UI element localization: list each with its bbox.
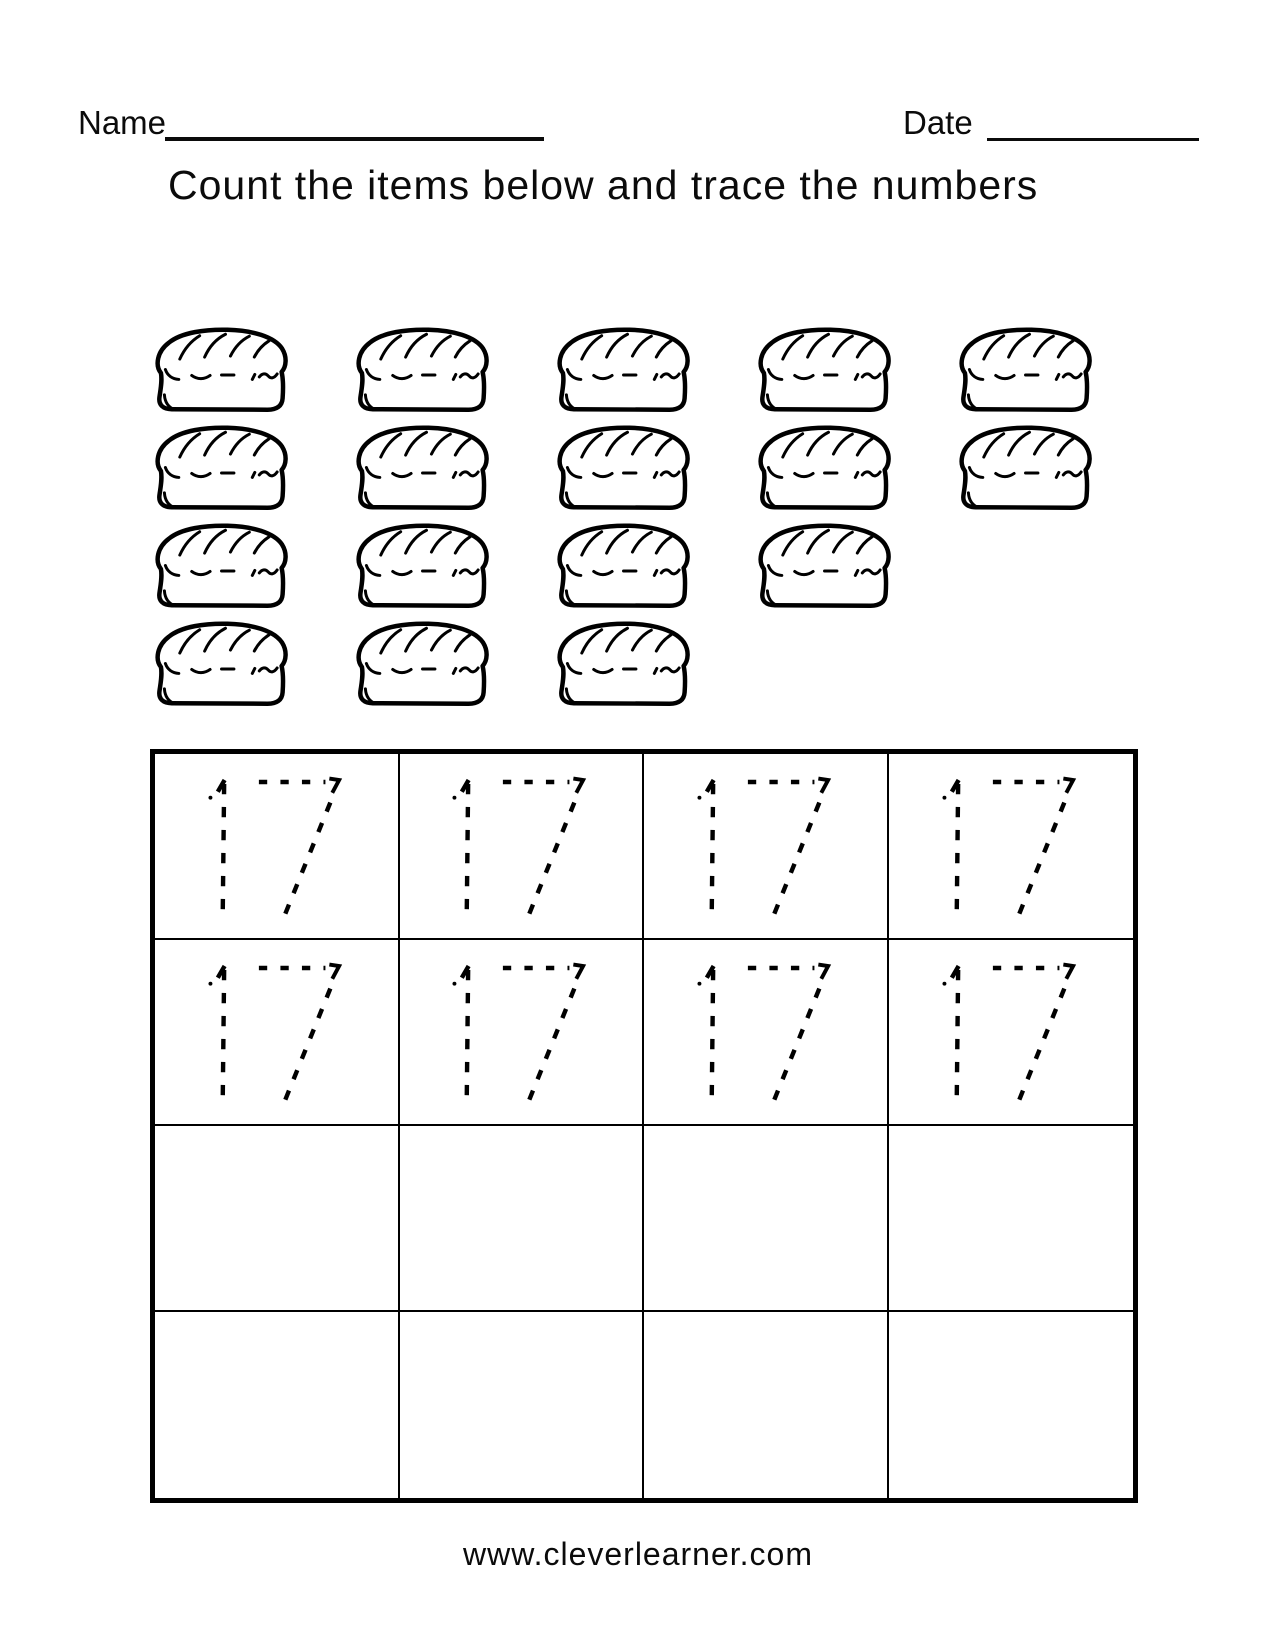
trace-start-dot	[943, 796, 947, 800]
bread-area	[150, 325, 1103, 717]
trace-start-dot	[453, 982, 457, 986]
name-input-line[interactable]	[165, 137, 544, 141]
footer-website-text: www.cleverlearner.com	[463, 1536, 813, 1572]
bread-row	[150, 423, 1103, 511]
name-label: Name	[78, 104, 167, 141]
bread-row	[150, 619, 1103, 707]
bread-loaf-icon	[552, 423, 701, 511]
trace-cell-with-number[interactable]	[400, 940, 645, 1126]
trace-cell-with-number[interactable]	[889, 940, 1134, 1126]
trace-cell-empty[interactable]	[889, 1126, 1134, 1312]
traced-number-17	[452, 776, 589, 925]
trace-cell-empty[interactable]	[644, 1126, 889, 1312]
trace-cell-with-number[interactable]	[644, 940, 889, 1126]
trace-start-dot	[453, 796, 457, 800]
bread-loaf-icon	[552, 521, 701, 609]
traced-number-17	[697, 776, 834, 925]
bread-loaf-icon	[351, 521, 500, 609]
bread-row	[150, 521, 1103, 609]
bread-row	[150, 325, 1103, 413]
bread-loaf-icon	[753, 423, 902, 511]
bread-loaf-icon	[552, 619, 701, 707]
trace-start-dot	[208, 982, 212, 986]
bread-loaf-icon	[150, 325, 299, 413]
traced-number-17	[208, 962, 345, 1111]
trace-cell-with-number[interactable]	[155, 754, 400, 940]
bread-loaf-icon	[954, 423, 1103, 511]
bread-loaf-icon	[552, 325, 701, 413]
trace-cell-empty[interactable]	[889, 1312, 1134, 1498]
bread-loaf-icon	[753, 521, 902, 609]
trace-cell-with-number[interactable]	[889, 754, 1134, 940]
bread-loaf-icon	[150, 619, 299, 707]
bread-loaf-icon	[351, 325, 500, 413]
date-input-line[interactable]	[987, 138, 1199, 141]
trace-cell-with-number[interactable]	[400, 754, 645, 940]
date-label: Date	[903, 104, 973, 141]
traced-number-17	[452, 962, 589, 1111]
bread-loaf-icon	[753, 325, 902, 413]
trace-cell-empty[interactable]	[400, 1126, 645, 1312]
bread-loaf-icon	[150, 423, 299, 511]
trace-cell-with-number[interactable]	[155, 940, 400, 1126]
bread-loaf-icon	[150, 521, 299, 609]
traced-number-17	[208, 776, 345, 925]
trace-cell-with-number[interactable]	[644, 754, 889, 940]
traced-number-17	[942, 962, 1079, 1111]
bread-loaf-icon	[954, 325, 1103, 413]
trace-start-dot	[697, 796, 701, 800]
trace-cell-empty[interactable]	[400, 1312, 645, 1498]
trace-cell-empty[interactable]	[155, 1126, 400, 1312]
trace-cell-empty[interactable]	[644, 1312, 889, 1498]
bread-loaf-icon	[351, 619, 500, 707]
page-title: Count the items below and trace the numbers	[168, 162, 1039, 208]
trace-start-dot	[208, 796, 212, 800]
trace-grid	[150, 749, 1138, 1503]
traced-number-17	[697, 962, 834, 1111]
traced-number-17	[942, 776, 1079, 925]
bread-loaf-icon	[351, 423, 500, 511]
trace-cell-empty[interactable]	[155, 1312, 400, 1498]
trace-start-dot	[943, 982, 947, 986]
trace-start-dot	[697, 982, 701, 986]
